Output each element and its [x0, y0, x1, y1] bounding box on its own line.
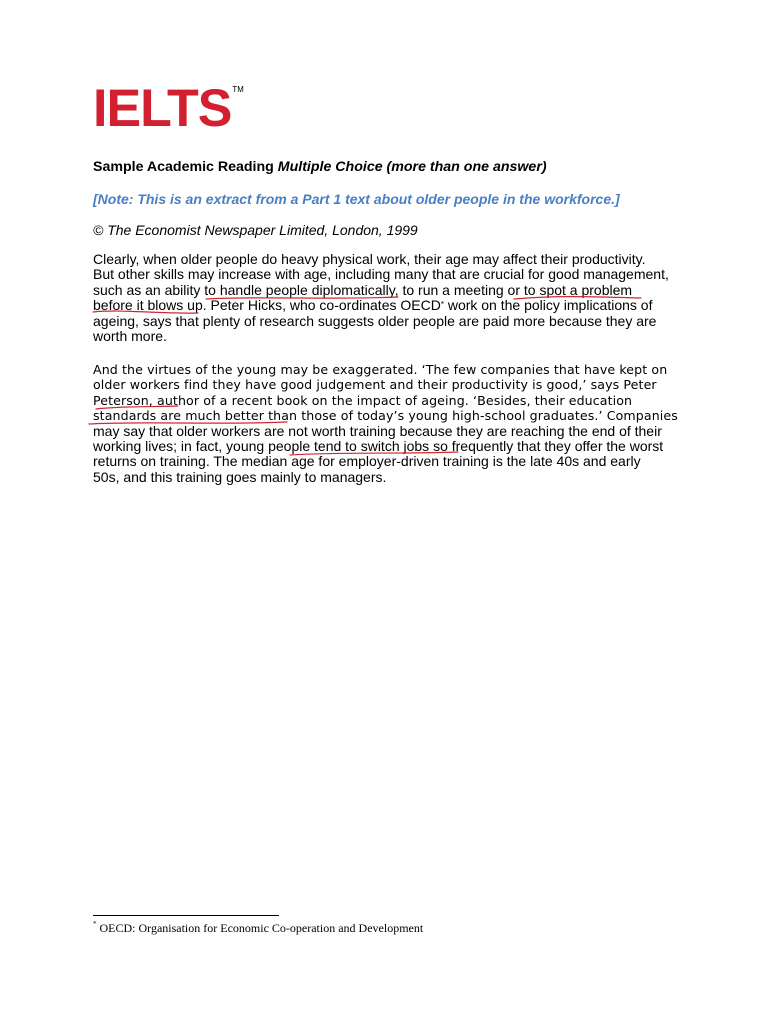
trademark-mark: TM — [232, 85, 244, 94]
paragraph-1 — [93, 252, 693, 344]
footnote-text: OECD: Organisation for Economic Co-operation and Development — [96, 921, 424, 935]
paragraph-line: 50s, and this training goes mainly to managers. — [93, 468, 387, 485]
heading-italic: Multiple Choice (more than one answer) — [277, 159, 547, 175]
footnote — [93, 921, 423, 936]
page-heading — [93, 159, 547, 175]
paragraph-line: such as an ability to handle people diplomatically, to run a meeting or to spot a problem — [93, 281, 633, 298]
footnote-marker: * — [440, 300, 444, 310]
paragraph-line: working lives; in fact, young people tend to switch jobs so frequently that they offer the worst — [93, 437, 664, 454]
paragraph-line: may say that older workers are not worth training because they are reaching the end of their — [93, 422, 662, 439]
paragraph-line: But other skills may increase with age, including many that are crucial for good management, — [93, 266, 669, 283]
paragraph-line: And the virtues of the young may be exaggerated. ‘The few companies that have kept on — [93, 362, 668, 377]
copyright-line: © The Economist Newspaper Limited, London, 1999 — [93, 222, 418, 238]
footnote-divider — [93, 915, 279, 916]
extract-note: [Note: This is an extract from a Part 1 text about older people in the workforce.] — [93, 191, 620, 207]
paragraph-line: ageing, says that plenty of research suggests older people are paid more because they are — [93, 312, 657, 329]
paragraph-line: Peterson, author of a recent book on the impact of ageing. ‘Besides, their education — [93, 392, 633, 408]
logo-text: IELTS — [93, 79, 232, 138]
paragraph-line: returns on training. The median age for employer-driven training is the late 40s and early — [93, 453, 641, 470]
paragraph-line: Clearly, when older people do heavy physical work, their age may affect their productivity. — [93, 251, 646, 267]
footnote-star: * — [93, 920, 97, 928]
ielts-logo — [93, 79, 244, 138]
paragraph-line: worth more. — [93, 327, 167, 344]
paragraph-line: older workers find they have good judgement and their productivity is good,’ says Peter — [93, 377, 657, 393]
paragraph-2 — [93, 362, 693, 485]
heading-bold: Sample Academic Reading — [93, 159, 278, 175]
line-text-tail: work on the policy implications of — [443, 297, 653, 314]
paragraph-line — [93, 298, 693, 313]
paragraph-line: standards are much better than those of today’s young high-school graduates.’ Companies — [93, 408, 678, 424]
line-text: before it blows up. Peter Hicks, who co-ordinates OECD — [93, 297, 441, 314]
